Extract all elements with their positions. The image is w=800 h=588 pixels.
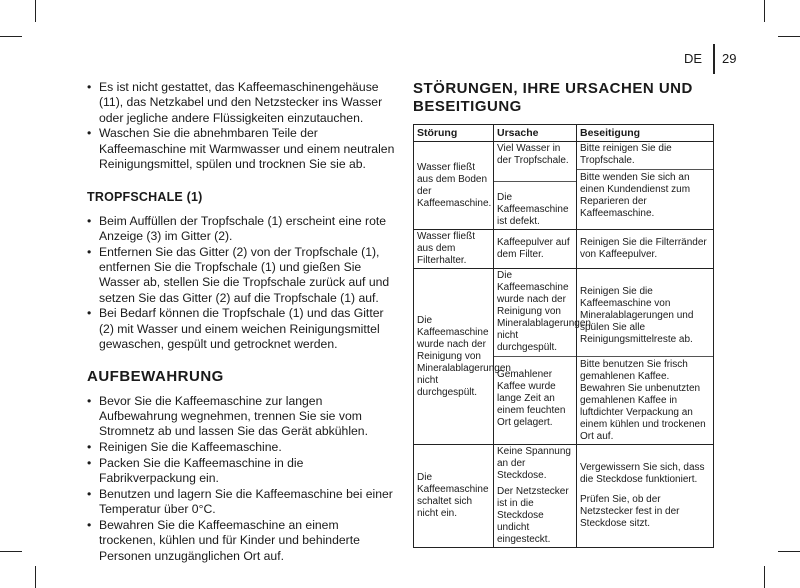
crop-mark [35,0,36,22]
remedy-cell [577,142,714,230]
header-divider [713,44,715,74]
remedy-cell [577,445,714,548]
storage-list [87,394,397,564]
list-item: • Bewahren Sie die Kaffeemaschine an einem trockenen, kühlen und für Kinder und behinderte Personen unzugänglichen Ort auf. [87,518,397,564]
list-item: • Packen Sie die Kaffeemaschine in die Fabrikverpackung ein. [87,456,397,487]
left-column [87,80,397,564]
list-item: • Bevor Sie die Kaffeemaschine zur langen Aufbewahrung wegnehmen, trennen Sie sie vom Stromnetz ab und lassen Sie das Gerät abkühlen. [87,394,397,440]
crop-mark [778,551,800,552]
remedy-text: Vergewissern Sie sich, dass die Steckdose funktioniert. [580,462,705,485]
remedy-cell [577,269,714,445]
remedy-cell: Reinigen Sie die Filterränder von Kaffeepulver. [577,230,714,269]
table-row [414,230,714,269]
cause-text: Die Kaffeemaschine ist defekt. [497,192,569,227]
crop-mark [778,36,800,37]
cause-text: Viel Wasser in der Tropfschale. [497,143,569,166]
remedy-text: Bitte benutzen Sie frisch gemahlenen Kaffee. Bewahren Sie unbenutzten gemahlenen Kaffee in luftdichter Verpackung an einem kühlen und trockenen Ort auf. [580,359,706,442]
storage-heading: AUFBEWAHRUNG [87,368,224,386]
column-header-cause: Ursache [494,125,577,142]
divider [494,181,576,182]
crop-mark [764,0,765,22]
remedy-text: Prüfen Sie, ob der Netzstecker fest in der Steckdose sitzt. [580,494,680,529]
fault-cell: Die Kaffeemaschine schaltet sich nicht ein. [414,445,494,548]
column-header-fault: Störung [414,125,494,142]
list-item: • Beim Auffüllen der Tropfschale (1) erscheint eine rote Anzeige (3) im Gitter (2). [87,214,397,245]
cause-cell: Kaffeepulver auf dem Filter. [494,230,577,269]
remedy-text: Bitte wenden Sie sich an einen Kundendienst zum Reparieren der Kaffeemaschine. [580,172,691,219]
drip-tray-heading: TROPFSCHALE (1) [87,190,203,205]
cause-text: Gemahlener Kaffee wurde lange Zeit an einem feuchten Ort gelagert. [497,369,566,428]
table-row [414,269,714,445]
cause-text: Die Kaffeemaschine wurde nach der Reinigung von Mineralablagerungen nicht durchgespült. [497,270,591,353]
list-item: • Bei Bedarf können die Tropfschale (1) und das Gitter (2) mit Wasser und einem weichen Reinigungsmittel gewaschen, gespült und getrocknet werden. [87,306,397,352]
fault-cell: Wasser fließt aus dem Filterhalter. [414,230,494,269]
list-item: • Reinigen Sie die Kaffeemaschine. [87,440,397,455]
cause-cell [494,445,577,548]
fault-cell: Die Kaffeemaschine wurde nach der Reinigung von Mineralablagerungen nicht durchgespült. [414,269,494,445]
troubleshooting-title: STÖRUNGEN, IHRE URSACHEN UND BESEITIGUNG [413,80,693,115]
cause-text: Der Netzstecker ist in die Steckdose undicht eingesteckt. [497,486,569,545]
troubleshooting-table [413,124,714,548]
intro-list [87,80,397,172]
list-item: • Es ist nicht gestattet, das Kaffeemaschinengehäuse (11), das Netzkabel und den Netzstecker ins Wasser oder jegliche andere Flüssigkeiten einzutauchen. [87,80,397,126]
column-header-remedy: Beseitigung [577,125,714,142]
divider [494,356,576,357]
list-item: • Waschen Sie die abnehmbaren Teile der Kaffeemaschine mit Warmwasser und einem neutralen Reinigungsmittel, spülen und trocknen Sie sie ab. [87,126,397,172]
divider [577,169,713,170]
list-item: • Entfernen Sie das Gitter (2) von der Tropfschale (1), entfernen Sie die Tropfschale (1) und gießen Sie Wasser ab, stellen Sie die Tropfschale zurück auf und setzen Sie das Gitter (2) auf die Tropfschale (1) auf. [87,245,397,306]
cause-cell [494,269,591,445]
remedy-text: Bitte reinigen Sie die Tropfschale. [580,143,672,166]
crop-mark [764,566,765,588]
cause-cell [494,142,577,230]
cause-text: Keine Spannung an der Steckdose. [497,446,571,481]
drip-tray-list [87,214,397,353]
crop-mark [35,566,36,588]
crop-mark [0,36,22,37]
right-column [413,80,713,116]
divider [577,356,713,357]
table-row [414,142,714,230]
remedy-text: Reinigen Sie die Kaffeemaschine von Mineralablagerungen und spülen Sie alle Reinigungsmittelreste ab. [580,286,694,345]
fault-cell: Wasser fließt aus dem Boden der Kaffeemaschine. [414,142,494,230]
table-row [414,445,714,548]
list-item: • Benutzen und lagern Sie die Kaffeemaschine bei einer Temperatur über 0°C. [87,487,397,518]
page-number: 29 [722,51,737,66]
crop-mark [0,551,22,552]
language-label: DE [684,51,703,66]
table-header-row [414,125,714,142]
